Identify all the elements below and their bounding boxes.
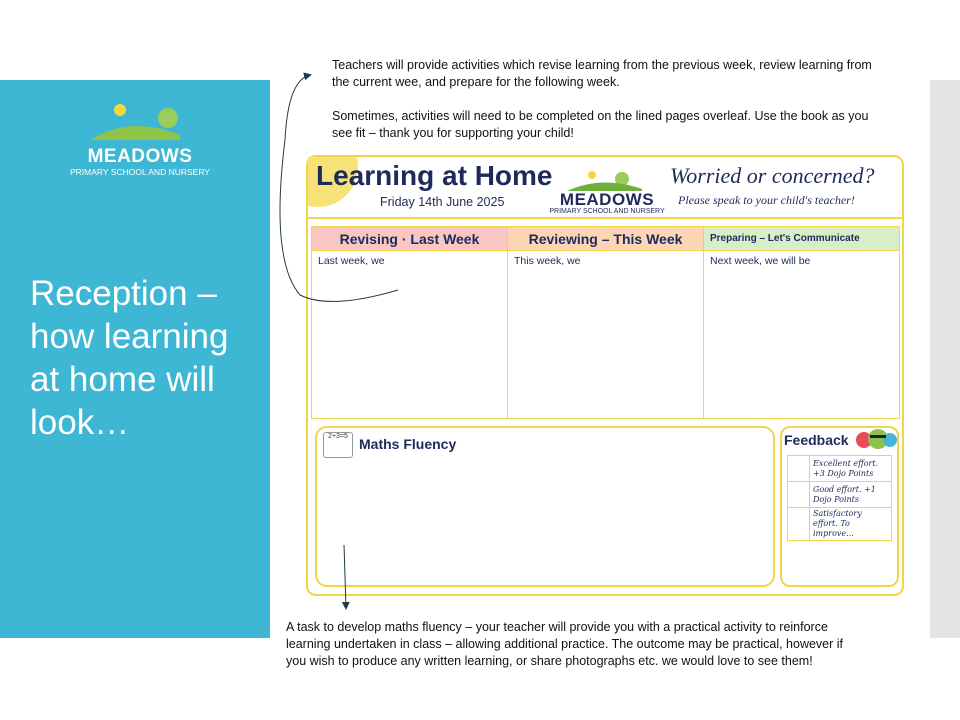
column-reviewing bbox=[508, 227, 704, 418]
slide-title: Reception – how learning at home will look… bbox=[30, 274, 229, 442]
column-header: Revising · Last Week bbox=[312, 227, 507, 251]
maths-title: Maths Fluency bbox=[359, 436, 457, 452]
feedback-row bbox=[788, 456, 892, 482]
worried-heading: Worried or concerned? bbox=[670, 163, 875, 188]
worksheet-date: Friday 14th June 2025 bbox=[380, 195, 505, 209]
feedback-title: Feedback bbox=[784, 432, 849, 448]
checkbox-cell[interactable] bbox=[788, 482, 810, 508]
speak-text: Please speak to your child's teacher! bbox=[678, 193, 855, 207]
column-body: This week, we bbox=[514, 255, 581, 267]
worksheet bbox=[306, 155, 904, 596]
maths-fluency-box bbox=[315, 426, 775, 587]
feedback-row bbox=[788, 508, 892, 541]
weekly-columns bbox=[311, 226, 900, 419]
column-header: Reviewing – This Week bbox=[508, 227, 703, 251]
monsters-icon bbox=[854, 426, 898, 454]
column-header: Preparing – Let's Communicate bbox=[704, 227, 899, 251]
worksheet-header bbox=[308, 157, 902, 219]
bottom-note: A task to develop maths fluency – your teacher will provide you with a practical activity to reinforce learning undertaken in class – allowing additional practice. The outcome may be practical, however if you wish to produce any written learning, or share photographs etc. we would love to see them! bbox=[286, 620, 844, 668]
logo-name: MEADOWS bbox=[559, 190, 655, 209]
checkbox-cell[interactable] bbox=[788, 508, 810, 541]
feedback-table bbox=[787, 455, 892, 541]
worksheet-title: Learning at Home bbox=[316, 160, 553, 191]
column-preparing bbox=[704, 227, 899, 418]
logo-name: MEADOWS bbox=[87, 146, 193, 167]
column-body: Last week, we bbox=[318, 255, 385, 267]
note-paragraph: Teachers will provide activities which revise learning from the previous week, review learning from the current wee, and prepare for the following week. bbox=[332, 58, 872, 89]
feedback-label: Excellent effort. +3 Dojo Points bbox=[810, 456, 892, 482]
logo-hills-icon bbox=[562, 169, 652, 191]
feedback-label: Satisfactory effort. To improve... bbox=[810, 508, 892, 541]
logo-subtitle: PRIMARY SCHOOL AND NURSERY bbox=[549, 208, 665, 215]
logo-subtitle: PRIMARY SCHOOL AND NURSERY bbox=[70, 167, 210, 177]
checkbox-cell[interactable] bbox=[788, 456, 810, 482]
feedback-box bbox=[780, 426, 899, 587]
note-paragraph: Sometimes, activities will need to be completed on the lined pages overleaf. Use the book as you see fit – thank you for supporting your child! bbox=[332, 109, 869, 140]
feedback-label: Good effort. +1 Dojo Points bbox=[810, 482, 892, 508]
logo-hills-icon bbox=[80, 100, 200, 142]
column-revising bbox=[312, 227, 508, 418]
column-body: Next week, we will be bbox=[710, 255, 811, 267]
maths-icon: 2+3=5 bbox=[323, 432, 353, 458]
school-logo bbox=[548, 169, 666, 216]
side-bar bbox=[930, 80, 960, 638]
feedback-row bbox=[788, 482, 892, 508]
top-note bbox=[332, 57, 892, 142]
school-logo bbox=[55, 100, 225, 177]
